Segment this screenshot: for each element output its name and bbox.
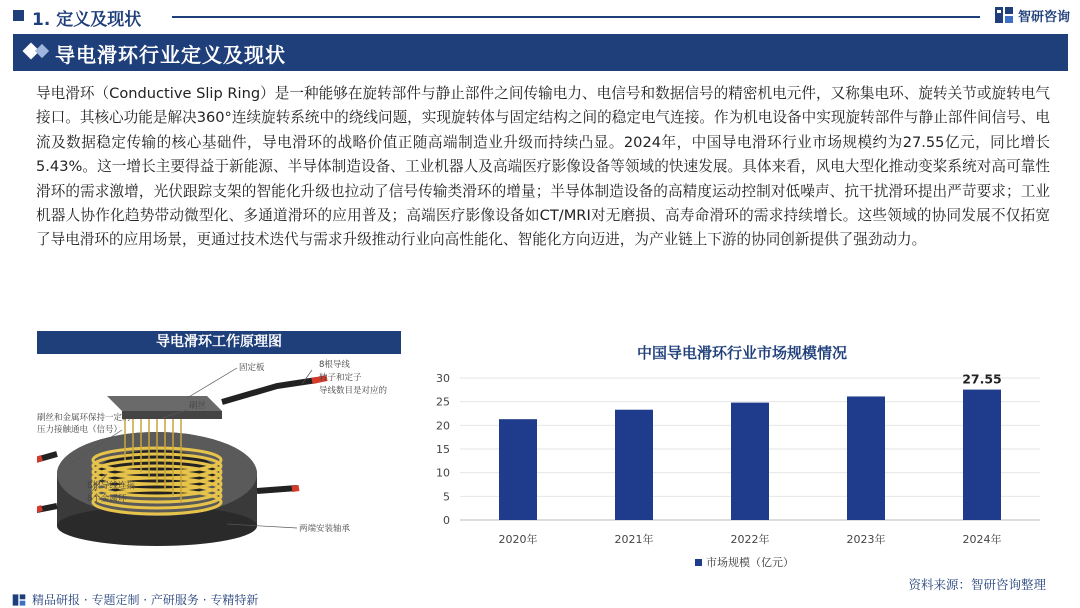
y-tick-label: 10 [436, 466, 450, 480]
chart-bars [499, 390, 1001, 520]
label-brush: 刷丝 [189, 401, 207, 411]
data-labels [962, 372, 1002, 387]
y-tick-label: 30 [436, 372, 450, 385]
bar [847, 396, 885, 520]
legend-swatch [695, 559, 702, 566]
bar [615, 410, 653, 520]
brand-name: 智研咨询 [1017, 9, 1070, 25]
bar [499, 419, 537, 520]
title-banner [13, 34, 1068, 71]
data-label: 27.55 [962, 371, 1002, 387]
body-paragraph: 导电滑环（Conductive Slip Ring）是一种能够在旋转部件与静止部件之间传输电力、电信号和数据信号的精密机电元件，又称集电环、旋转关节或旋转电气接口。其核心功能是解决360°连续旋转系统中的绕线问题，实现旋转体与固定结构之间的稳定电气连接。作为机电设备中实现旋转部件与静止部件间信号、电流及数据稳定传输的核心基础件，导电滑环的战略价值正随高端制造业升级而持续凸显。2024年，中国导电滑环行业市场规模约为27.55亿元，同比增长5.43%。这一增长主要得益于新能源、半导体制造设备、工业机器人及高端医疗影像设备等领域的快速发展。具体来看，风电大型化推动变桨系统对高可靠性滑环的需求激增，光伏跟踪支架的智能化升级也拉动了信号传输类滑环的增量；半导体制造设备的高精度运动控制对低噪声、抗干扰滑环提出严苛要求；工业机器人协作化趋势带动微型化、多通道滑环的应用普及；高端医疗影像设备如CT/MRI对无磨损、高寿命滑环的需求持续增长。这些领域的协同发展不仅拓宽了导电滑环的应用场景，更通过技术迭代与需求升级推动行业向高性能化、智能化方向迈进，为产业链上下游的协同创新提供了强劲动力。 [36, 85, 1050, 249]
brand-logo [994, 5, 1070, 25]
x-tick-label: 2021年 [614, 533, 654, 546]
label-brush-3: 压力接触通电（信号） [37, 425, 123, 435]
label-brush-2: 刷丝和金属环保持一定的 [37, 413, 131, 423]
y-tick-label: 5 [443, 490, 450, 504]
label-wires-1: 8根导线 [319, 360, 350, 370]
legend-label: 市场规模（亿元） [706, 556, 794, 569]
chart-title: 中国导电滑环行业市场规模情况 [636, 344, 848, 362]
brand-logo-icon [12, 593, 26, 607]
top-bar [0, 0, 1080, 34]
label-fixed-plate: 固定板 [239, 363, 265, 373]
diagram-title: 导电滑环工作原理图 [37, 331, 401, 354]
footer-text: 精品研报 · 专题定制 · 产研服务 · 专精特新 [32, 593, 259, 607]
diamond-icon [35, 44, 49, 58]
y-tick-label: 15 [436, 443, 450, 456]
x-tick-label: 2022年 [730, 533, 770, 546]
footer [12, 591, 258, 608]
page-title: 导电滑环行业定义及现状 [55, 43, 286, 67]
x-tick-label: 2024年 [962, 533, 1002, 546]
label-wires-3: 导线数目是对应的 [319, 386, 388, 396]
y-tick-label: 0 [443, 514, 450, 527]
x-axis [499, 532, 1002, 546]
x-tick-label: 2023年 [846, 533, 886, 546]
section-marker [13, 10, 24, 21]
section-title: 1. 定义及现状 [32, 10, 142, 30]
label-bearing: 两端安装轴承 [299, 524, 351, 534]
bar [963, 390, 1001, 520]
header-rule [172, 16, 980, 18]
chart-legend [695, 555, 794, 569]
source-note: 资料来源：智研咨询整理 [908, 577, 1046, 592]
brand-logo-icon [994, 5, 1014, 25]
y-tick-label: 25 [436, 395, 450, 409]
bar [731, 403, 769, 520]
x-tick-label: 2020年 [498, 533, 538, 546]
label-rings-2: 8个金属环 [87, 494, 127, 504]
label-wires-2: 转子和定子 [319, 373, 362, 383]
market-size-chart [420, 330, 1060, 575]
y-axis [436, 372, 450, 527]
slip-ring-diagram [37, 356, 417, 556]
label-rings-1: 8根导线连接 [87, 481, 135, 491]
y-tick-label: 20 [436, 419, 450, 433]
